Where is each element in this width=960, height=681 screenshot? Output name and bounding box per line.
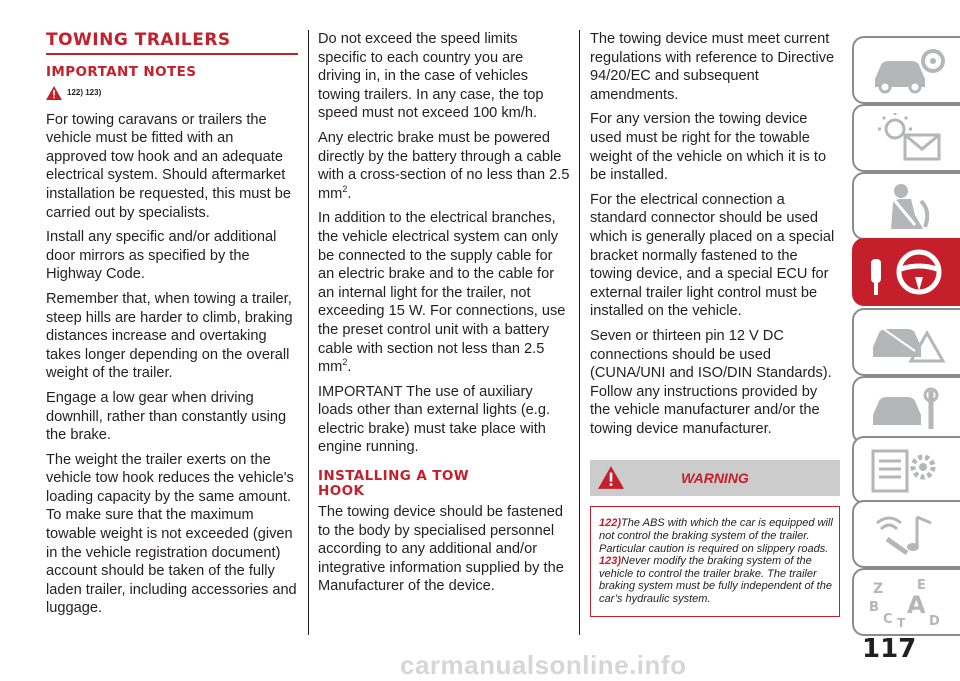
svg-text:C: C	[883, 612, 893, 627]
warning-lights-icon	[865, 113, 949, 163]
svg-text:T: T	[897, 616, 906, 629]
car-maintenance-icon	[865, 385, 949, 435]
seatbelt-airbag-icon	[865, 181, 949, 231]
tab-index[interactable]	[852, 568, 960, 636]
paragraph: Install any specific and/or additional door mirrors as specified by the Highway Code.	[46, 229, 277, 283]
svg-text:D: D	[929, 614, 940, 629]
superscript: 2	[342, 357, 348, 368]
paragraph-end: .	[347, 359, 352, 376]
warning-ref: 123)	[599, 555, 622, 568]
multimedia-icon	[865, 509, 949, 559]
tab-seatbelt-airbag[interactable]	[852, 172, 960, 240]
column-divider	[308, 30, 309, 635]
references-text: 122) 123)	[67, 88, 102, 97]
warning-box	[590, 506, 840, 616]
section-heading: TOWING TRAILERS	[46, 30, 298, 55]
warning-item	[599, 555, 833, 605]
column-1	[46, 30, 298, 624]
tab-in-an-emergency[interactable]	[852, 308, 960, 376]
paragraph: Engage a low gear when driving downhill, rather than constantly using the brake.	[46, 389, 287, 444]
paragraph: Seven or thirteen pin 12 V DC connections should be used (CUNA/UNI and ISO/DIN Standards). Follow any instructions provided by the vehicle manufacturer and/or the towing device manufacturer.	[590, 327, 832, 437]
warning-references	[46, 84, 298, 103]
warning-triangle-icon	[46, 86, 62, 100]
warning-header	[590, 460, 840, 496]
subsection-heading: INSTALLING A TOW HOOK	[318, 468, 470, 500]
paragraph-text: In addition to the electrical branches, the vehicle electrical system can only be connected to the supply cable for an electric brake and to the cable for an internal light for the trailer, not exceeding 15 W. For connections, use the preset control unit with a battery cable with section not less than 2.5 mm	[318, 210, 566, 376]
warning-item	[599, 517, 833, 555]
warning-text: The ABS with which the car is equipped will not control the braking system of the trailer. Particular caution is required on slippery roads.	[599, 517, 833, 555]
column-2	[318, 30, 570, 602]
tab-starting-driving[interactable]	[852, 238, 960, 306]
tab-technical-data[interactable]	[852, 436, 960, 504]
paragraph: IMPORTANT The use of auxiliary loads other than external lights (e.g. electric brake) must take place with engine running.	[318, 383, 551, 456]
warning-title: WARNING	[681, 470, 749, 487]
paragraph: The towing device must meet current regulations with reference to Directive 94/20/EC and subsequent amendments.	[590, 31, 835, 103]
svg-text:E: E	[917, 578, 926, 593]
car-dashboard-icon	[865, 45, 949, 95]
paragraph: The towing device should be fastened to the body by specialised personnel according to any additional and/or integrative information supplied by the Manufacturer of the device.	[318, 504, 564, 595]
subsection-heading: IMPORTANT NOTES	[46, 64, 197, 80]
car-emergency-icon	[865, 317, 949, 367]
svg-text:Z: Z	[873, 581, 884, 597]
page-number: 117	[862, 634, 917, 664]
paragraph: For the electrical connection a standard connector should be used which is generally placed on a special bracket normally fastened to the towing device, and a special ECU for external trailer light control must be installed on the vehicle.	[590, 191, 835, 320]
warning-ref: 122)	[599, 517, 622, 530]
column-3	[590, 30, 840, 617]
paragraph	[318, 129, 570, 203]
technical-data-icon	[865, 445, 949, 495]
column-divider	[579, 30, 580, 635]
paragraph-end: .	[347, 185, 352, 202]
paragraph: For any version the towing device used must be right for the towable weight of the vehicle on which it is to be installed.	[590, 111, 827, 184]
key-steering-wheel-icon	[865, 245, 949, 299]
warning-triangle-icon	[598, 466, 624, 489]
paragraph-text: Any electric brake must be powered directly by the battery through a cable with a cross-section of no less than 2.5 mm	[318, 129, 570, 202]
watermark: carmanualsonline.info	[400, 650, 687, 680]
paragraph: Remember that, when towing a trailer, steep hills are harder to climb, braking distances increase and overtaking takes longer depending on the overall weight of the trailer.	[46, 290, 293, 382]
svg-text:B: B	[869, 600, 879, 615]
superscript: 2	[342, 183, 348, 194]
tab-maintenance[interactable]	[852, 376, 960, 444]
paragraph: Do not exceed the speed limits specific to each country you are driving in, in the case of vehicles towing trailers. In any case, the top speed must not exceed 100 km/h.	[318, 31, 544, 122]
paragraph	[318, 209, 570, 376]
paragraph: The weight the trailer exerts on the vehicle tow hook reduces the vehicle's loading capacity by the same amount. To make sure that the maximum towable weight is not exceeded (given in the vehicle registration document) account should be taken of the fully laden trailer, including accessories and luggage.	[46, 451, 297, 617]
warning-text: Never modify the braking system of the vehicle to control the trailer brake. The trailer braking system must be fully independent of the car’s hydraulic system.	[599, 555, 832, 606]
tab-multimedia[interactable]	[852, 500, 960, 568]
paragraph: For towing caravans or trailers the vehicle must be fitted with an approved tow hook and an adequate electrical system. Should aftermarket installation be requested, this must be carried out by specialists.	[46, 111, 291, 221]
svg-text:A: A	[907, 591, 926, 619]
alphabetical-index-icon	[865, 575, 949, 629]
tab-warning-lights[interactable]	[852, 104, 960, 172]
tab-car-dashboard[interactable]	[852, 36, 960, 104]
